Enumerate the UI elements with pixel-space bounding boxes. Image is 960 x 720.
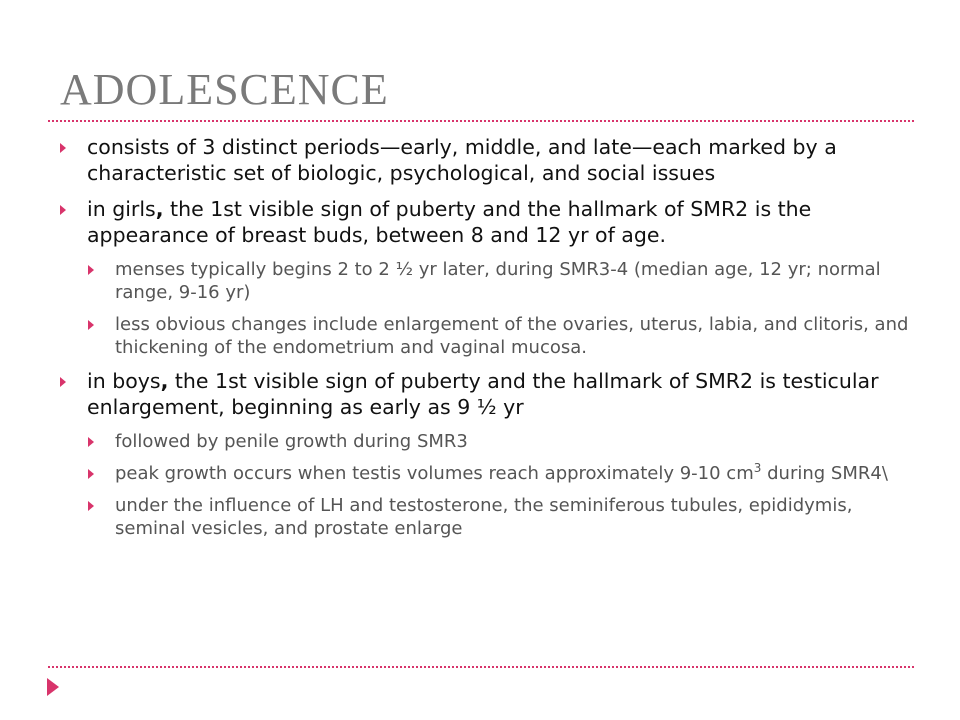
sub-bullet-text: less obvious changes include enlargement of the ovaries, uterus, labia, and clitoris, and thickening of the endometrium and vaginal mucosa. [115, 314, 909, 358]
bullet-prefix: in girls [87, 197, 156, 221]
bullet-comma: , [155, 197, 164, 221]
sub-bullet-text: followed by penile growth during SMR3 [115, 431, 468, 452]
bullet-text: the 1st visible sign of puberty and the hallmark of SMR2 is the appearance of breast buds, between 8 and 12 yr of age. [87, 197, 812, 247]
triangle-right-icon [88, 437, 94, 447]
bottom-divider [48, 666, 914, 668]
bullet-text: consists of 3 distinct periods—early, middle, and late—each marked by a characteristic set of biologic, psychological, and social issues [87, 135, 837, 185]
superscript: 3 [753, 461, 762, 475]
bullet-periods [60, 134, 910, 186]
bullet-boys [60, 368, 910, 420]
sub-bullet-penile [60, 430, 910, 453]
sub-bullet-text: peak growth occurs when testis volumes reach approximately 9-10 cm [115, 463, 754, 484]
bullet-text: the 1st visible sign of puberty and the hallmark of SMR2 is testicular enlargement, beginning as early as 9 ½ yr [87, 369, 879, 419]
sub-bullet-lh [60, 494, 910, 540]
triangle-right-icon [88, 320, 94, 330]
sub-bullet-peak-growth [60, 462, 910, 485]
triangle-right-icon [88, 469, 94, 479]
triangle-right-icon [47, 678, 59, 696]
triangle-right-icon [60, 205, 66, 215]
sub-bullet-text: under the influence of LH and testosterone, the seminiferous tubules, epididymis, seminal vesicles, and prostate enlarge [115, 495, 853, 539]
bullet-prefix: in boys [87, 369, 161, 393]
bullet-comma: , [160, 369, 169, 393]
slide-title: ADOLESCENCE [60, 65, 389, 114]
triangle-right-icon [88, 501, 94, 511]
slide-content [60, 134, 910, 549]
triangle-right-icon [88, 265, 94, 275]
sub-bullet-text: menses typically begins 2 to 2 ½ yr later, during SMR3-4 (median age, 12 yr; normal range, 9-16 yr) [115, 259, 881, 303]
bullet-girls [60, 196, 910, 248]
triangle-right-icon [60, 143, 66, 153]
sub-bullet-changes [60, 313, 910, 359]
sub-bullet-menses [60, 258, 910, 304]
sub-bullet-tail: during SMR4\ [761, 463, 888, 484]
top-divider [48, 120, 914, 122]
triangle-right-icon [60, 377, 66, 387]
